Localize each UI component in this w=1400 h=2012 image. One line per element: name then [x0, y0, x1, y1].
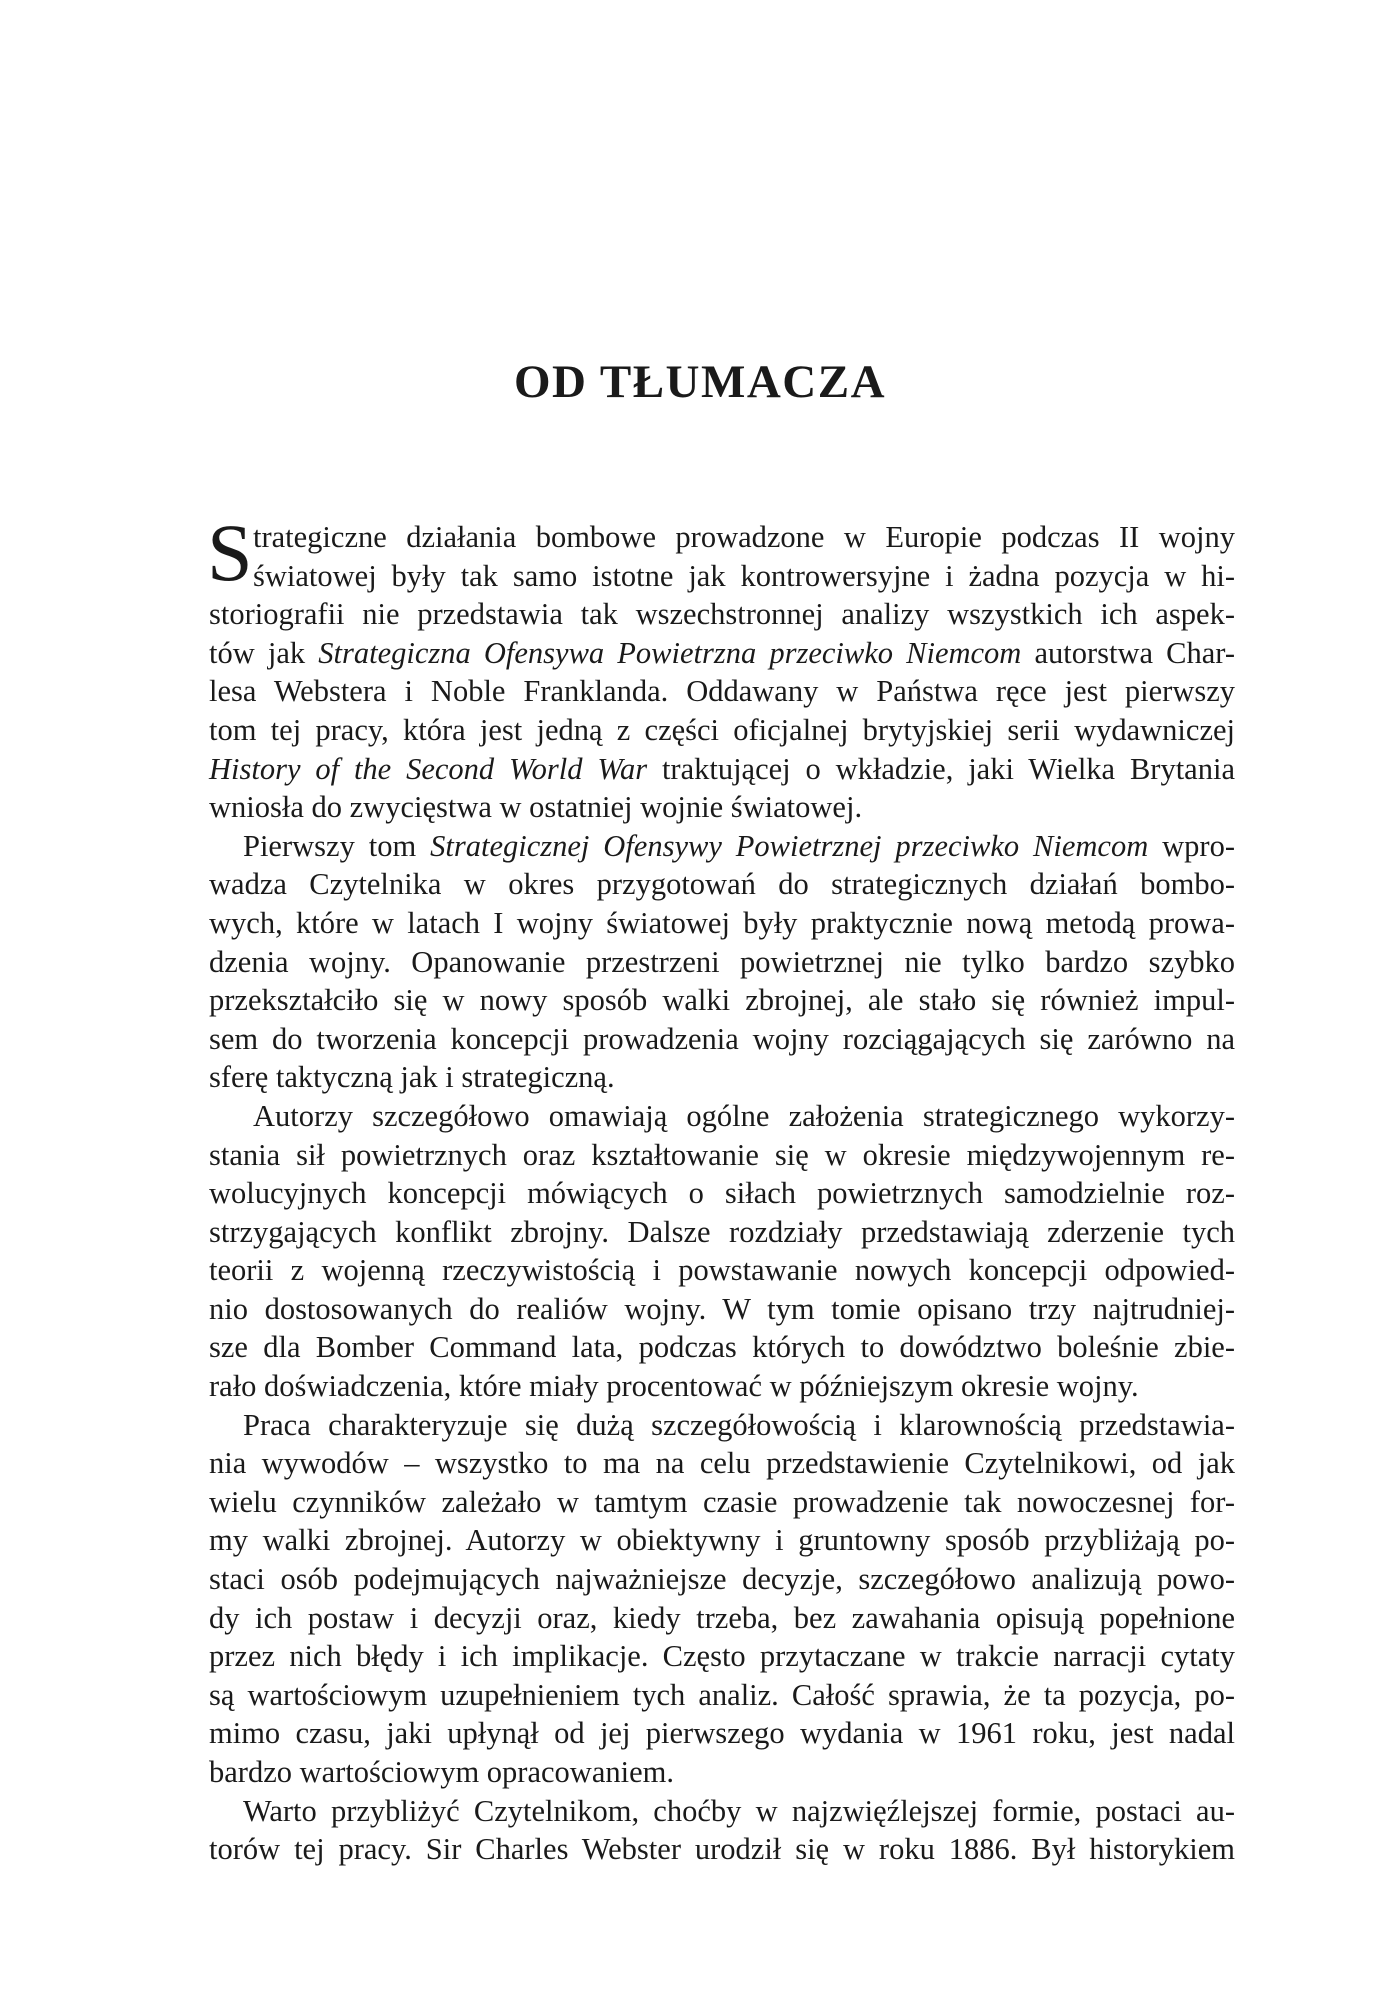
series-title-italic: History of the Second World War	[209, 751, 648, 786]
line-text: stania sił powietrznych oraz kształtowanie się w okresie międzywojennym re-	[209, 1137, 1235, 1172]
line-text: dzenia wojny. Opanowanie przestrzeni powietrznej nie tylko bardzo szybko	[209, 944, 1235, 979]
text-line	[209, 1367, 1235, 1406]
line-text: autorstwa Char-	[1021, 635, 1235, 670]
text-line	[209, 788, 1235, 827]
text-line	[209, 1637, 1235, 1676]
text-line	[209, 1328, 1235, 1367]
text-line	[209, 1714, 1235, 1753]
text-line	[209, 1136, 1235, 1175]
text-line	[209, 943, 1235, 982]
text-line	[209, 1483, 1235, 1522]
text-line	[209, 750, 1235, 789]
body-text	[207, 507, 1236, 1869]
text-line	[209, 1251, 1235, 1290]
line-text: przez nich błędy i ich implikacje. Często przytaczane w trakcie narracji cytaty	[209, 1639, 1235, 1674]
line-text: sze dla Bomber Command lata, podczas których to dowództwo boleśnie zbie-	[209, 1330, 1235, 1365]
drop-cap: S	[207, 507, 253, 598]
text-line	[209, 672, 1235, 711]
text-line	[209, 981, 1235, 1020]
text-line	[209, 1290, 1235, 1329]
text-line	[209, 1753, 1235, 1792]
line-text: traktującej o wkładzie, jaki Wielka Brytania	[647, 751, 1235, 786]
text-line	[209, 827, 1235, 866]
line-text: wolucyjnych koncepcji mówiących o siłach powietrznych samodzielnie roz-	[209, 1176, 1235, 1211]
line-text: sem do tworzenia koncepcji prowadzenia wojny rozciągających się zarówno na	[209, 1021, 1235, 1056]
book-title-italic: Strategicznej Ofensywy Powietrznej przeciwko Niemcom	[430, 828, 1149, 863]
book-title-italic: Strategiczna Ofensywa Powietrzna przeciwko Niemcom	[318, 635, 1022, 670]
line-text: trategiczne działania bombowe prowadzone w Europie podczas II wojny	[253, 520, 1235, 554]
text-line	[209, 1830, 1235, 1869]
line-text: nia wywodów – wszystko to ma na celu przedstawienie Czytelnikowi, od jak	[209, 1446, 1235, 1481]
line-text: sferę taktyczną jak i strategiczną.	[209, 1060, 615, 1095]
line-text: wadza Czytelnika w okres przygotowań do strategicznych działań bombo-	[209, 867, 1235, 902]
text-line	[209, 1406, 1235, 1445]
text-line	[209, 1444, 1235, 1483]
line-text: wych, które w latach I wojny światowej były praktycznie nową metodą prowa-	[209, 905, 1235, 940]
text-line	[209, 1058, 1235, 1097]
line-text: storiografii nie przedstawia tak wszechstronnej analizy wszystkich ich aspek-	[209, 597, 1235, 632]
line-text: strzygających konflikt zbrojny. Dalsze rozdziały przedstawiają zderzenie tych	[209, 1214, 1235, 1249]
chapter-title: OD TŁUMACZA	[513, 356, 887, 408]
text-line	[209, 1676, 1235, 1715]
line-text: lesa Webstera i Noble Franklanda. Oddawany w Państwa ręce jest pierwszy	[209, 674, 1235, 709]
line-text: rało doświadczenia, które miały procentować w późniejszym okresie wojny.	[209, 1369, 1139, 1404]
line-text: Pierwszy tom	[243, 828, 431, 863]
line-text: Autorzy szczegółowo omawiają ogólne założenia strategicznego wykorzy-	[253, 1098, 1235, 1133]
line-text: wniosła do zwycięstwa w ostatniej wojnie światowej.	[209, 790, 863, 825]
text-line	[209, 1792, 1235, 1831]
line-text: wpro-	[1148, 828, 1236, 863]
line-text: wielu czynników zależało w tamtym czasie prowadzenie tak nowoczesnej for-	[209, 1484, 1235, 1519]
line-text: tów jak	[209, 635, 319, 670]
line-text: przekształciło się w nowy sposób walki zbrojnej, ale stało się również impul-	[209, 983, 1235, 1018]
text-line	[209, 634, 1235, 673]
line-text: dy ich postaw i decyzji oraz, kiedy trzeba, bez zawahania opisują popełnione	[209, 1600, 1235, 1635]
line-text: my walki zbrojnej. Autorzy w obiektywny i gruntowny sposób przybliżają po-	[209, 1523, 1235, 1558]
line-text: torów tej pracy. Sir Charles Webster urodził się w roku 1886. Był historykiem	[209, 1832, 1235, 1867]
line-text: staci osób podejmujących najważniejsze decyzje, szczegółowo analizują powo-	[209, 1562, 1235, 1597]
line-text: światowej były tak samo istotne jak kontrowersyjne i żadna pozycja w hi-	[253, 558, 1235, 593]
text-line	[209, 865, 1235, 904]
text-line	[209, 904, 1235, 943]
text-line	[209, 711, 1235, 750]
line-text: Warto przybliżyć Czytelnikom, choćby w najzwięźlejszej formie, postaci au-	[243, 1793, 1235, 1828]
line-text: są wartościowym uzupełnieniem tych analiz. Całość sprawia, że ta pozycja, po-	[209, 1677, 1235, 1712]
line-text: bardzo wartościowym opracowaniem.	[209, 1755, 674, 1789]
text-line	[209, 1599, 1235, 1638]
text-line	[209, 595, 1235, 634]
text-line	[209, 557, 1235, 596]
line-text: nio dostosowanych do realiów wojny. W tym tomie opisano trzy najtrudniej-	[209, 1291, 1235, 1326]
text-line	[209, 1174, 1235, 1213]
text-line	[209, 1213, 1235, 1252]
text-line	[209, 1521, 1235, 1560]
text-line	[209, 1097, 1235, 1136]
line-text: mimo czasu, jaki upłynął od jej pierwszego wydania w 1961 roku, jest nadal	[209, 1716, 1235, 1751]
text-line	[209, 1560, 1235, 1599]
line-text: tom tej pracy, która jest jedną z części oficjalnej brytyjskiej serii wydawniczej	[209, 712, 1235, 747]
line-text: teorii z wojenną rzeczywistością i powstawanie nowych koncepcji odpowied-	[209, 1253, 1235, 1288]
text-line	[209, 1020, 1235, 1059]
line-text: Praca charakteryzuje się dużą szczegółowością i klarownością przedstawia-	[243, 1407, 1235, 1442]
